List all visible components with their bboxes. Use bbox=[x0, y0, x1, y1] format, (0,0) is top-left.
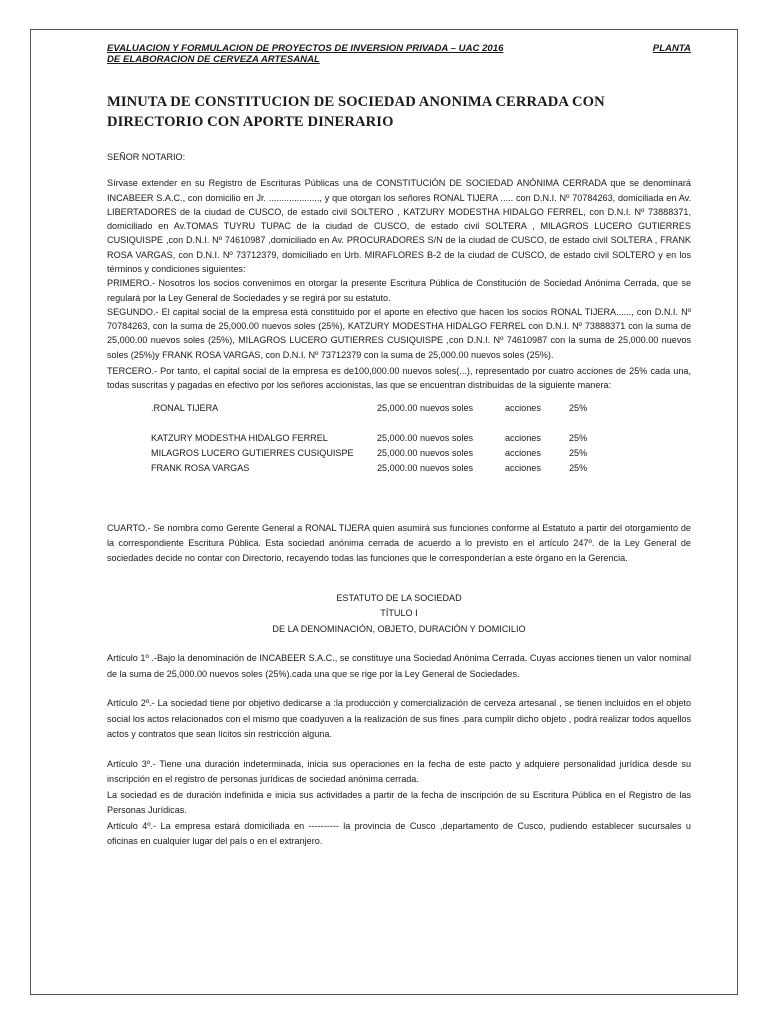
articulo-3: Artículo 3º.- Tiene una duración indeterminada, inicia sus operaciones en la fecha de este pacto y adquiere personalidad jurídica desde su inscripción en el registro de personas jurídicas de sociedad anónima cerrada. bbox=[107, 758, 691, 785]
shareholder-pct: 25% bbox=[569, 402, 588, 413]
header-course: EVALUACION Y FORMULACION DE PROYECTOS DE INVERSION PRIVADA – UAC 2016 bbox=[107, 43, 504, 54]
document-title bbox=[107, 92, 691, 132]
shareholder-amount: 25,000.00 nuevos soles bbox=[377, 432, 474, 443]
shareholder-amount: 25,000.00 nuevos soles bbox=[377, 402, 474, 413]
table-row bbox=[151, 446, 587, 461]
shareholder-pct: 25% bbox=[569, 432, 588, 443]
intro-paragraph: Sírvase extender en su Registro de Escrituras Públicas una de CONSTITUCIÓN DE SOCIEDAD ANÓNIMA CERRADA que se denominará INCABEER S.A.C., con domicilio en Jr. ...................., y que otorgan los señores RONAL TIJERA ..... con D.N.I. Nº 70784263, domiciliada en Av. LIBERTADORES de la ciudad de CUSCO, de estado civil SOLTERO , KATZURY MODESTHA HIDALGO FERREL, con D.N.I. Nº 73888371, domiciliado en Av.TOMAS TUYRU TUPAC de la ciudad de CUSCO, de estado civil SOLTERA , MILAGROS LUCERO GUTIERRES CUSIQUISPE ,con D.N.I. Nº 74610987 ,domiciliado en Av. PROCURADORES S/N de la ciudad de CUSCO, de estado civil SOLTERA , FRANK ROSA VARGAS, con D.N.I. Nº 73712379, domiciliado en Urb. MIRAFLORES B-2 de la ciudad de CUSCO, de estado civil SOLTERO y en los términos y condiciones siguientes: bbox=[107, 178, 691, 274]
shareholder-pct: 25% bbox=[569, 447, 588, 458]
segundo-clause: SEGUNDO.- El capital social de la empresa está constituido por el aporte en efectivo que hacen los socios RONAL TIJERA......, con D.N.I. Nº 70784263, con la suma de 25,000.00 nuevos soles (25%), KATZURY MODESTHA HIDALGO FERREL con D.N.I. Nº 73888371 con la suma de 25,000.00 nuevos soles (25%), MILAGROS LUCERO GUTIERRES CUSIQUISPE ,con D.N.I. Nº 74610987 con la suma de 25,000.00 nuevos soles (25%)y FRANK ROSA VARGAS, con D.N.I. Nº 73712379 con la suma de 25,000.00 nuevos soles (25%). bbox=[107, 306, 691, 360]
salutation: SEÑOR NOTARIO: bbox=[107, 152, 186, 162]
title-line-1: MINUTA DE CONSTITUCION DE SOCIEDAD ANONIMA CERRADA CON bbox=[107, 94, 605, 110]
shareholder-type: acciones bbox=[505, 447, 541, 458]
shareholder-name: .RONAL TIJERA bbox=[151, 402, 219, 413]
primero-clause: PRIMERO.- Nosotros los socios convenimos en otorgar la presente Escritura Pública de Constitución de Sociedad Anónima Cerrada, que se regulará por la Ley General de Sociedades y se regirá por su estatuto. bbox=[107, 278, 691, 303]
estatuto-heading: ESTATUTO DE LA SOCIEDAD bbox=[336, 592, 462, 603]
titulo-heading: TÍTULO I bbox=[380, 608, 418, 619]
articulo-1: Artículo 1º .-Bajo la denominación de INCABEER S.A.C., se constituye una Sociedad Anónima Cerrada. Cuyas acciones tienen un valor nominal de la suma de 25,000.00 nuevos soles (25%).cada una que se rige por la Ley General de Sociedades. bbox=[107, 653, 691, 679]
shareholder-type: acciones bbox=[505, 402, 541, 413]
table-row bbox=[151, 401, 587, 416]
shareholder-name: KATZURY MODESTHA HIDALGO FERREL bbox=[151, 432, 328, 443]
estatuto-heading-block bbox=[107, 591, 691, 638]
shareholder-name: MILAGROS LUCERO GUTIERRES CUSIQUISPE bbox=[151, 447, 354, 458]
shareholder-type: acciones bbox=[505, 462, 541, 473]
titulo-subheading: DE LA DENOMINACIÓN, OBJETO, DURACIÓN Y DOMICILIO bbox=[272, 623, 526, 634]
shareholder-amount: 25,000.00 nuevos soles bbox=[377, 447, 474, 458]
shareholder-pct: 25% bbox=[569, 462, 588, 473]
shareholder-amount: 25,000.00 nuevos soles bbox=[377, 462, 474, 473]
shareholder-name: FRANK ROSA VARGAS bbox=[151, 462, 250, 473]
document-page bbox=[30, 29, 738, 995]
table-row bbox=[151, 461, 587, 476]
shareholder-type: acciones bbox=[505, 432, 541, 443]
page-header bbox=[107, 44, 691, 65]
articulo-4: Artículo 4º.- La empresa estará domiciliada en ---------- la provincia de Cusco ,departamento de Cusco, pudiendo establecer sucursales u oficinas en cualquier lugar del país o en el extranjero. bbox=[107, 820, 691, 847]
articulo-3-continuation: La sociedad es de duración indefinida e inicia sus actividades a partir de la fecha de inscripción de su Escritura Pública en el Registro de las Personas Jurídicas. bbox=[107, 789, 691, 816]
table-row bbox=[151, 431, 587, 446]
cuarto-clause: CUARTO.- Se nombra como Gerente General a RONAL TIJERA quien asumirá sus funciones conforme al Estatuto a partir del otorgamiento de la correspondiente Escritura Pública. Esta sociedad anónima cerrada de acuerdo a lo previsto en el artículo 247º. de la Ley General de sociedades decide no contar con Directorio, recayendo todas las funciones que le corresponderían a este órgano en la Gerencia. bbox=[107, 522, 691, 564]
articulo-2: Artículo 2º.- La sociedad tiene por objetivo dedicarse a :la producción y comercialización de cerveza artesanal , se tienen incluidos en el objeto social los actos relacionados con el mismo que coadyuven a la realización de sus fines .para cumplir dicho objeto , podrá realizar todos aquellos actos y contratos que sean lícitos sin restricción alguna. bbox=[107, 698, 691, 740]
shareholders-table bbox=[151, 401, 587, 476]
tercero-clause: TERCERO.- Por tanto, el capital social de la empresa es de100,000.00 nuevos soles(...), representado por cuatro acciones de 25% cada una, todas suscritas y pagadas en efectivo por los señores accionistas, las que se encuentran distribuidas de la siguiente manera: bbox=[107, 366, 691, 391]
header-planta: PLANTA bbox=[652, 43, 691, 54]
header-project: DE ELABORACION DE CERVEZA ARTESANAL bbox=[107, 53, 320, 65]
title-line-2: DIRECTORIO CON APORTE DINERARIO bbox=[107, 114, 394, 130]
document-content bbox=[107, 44, 691, 850]
